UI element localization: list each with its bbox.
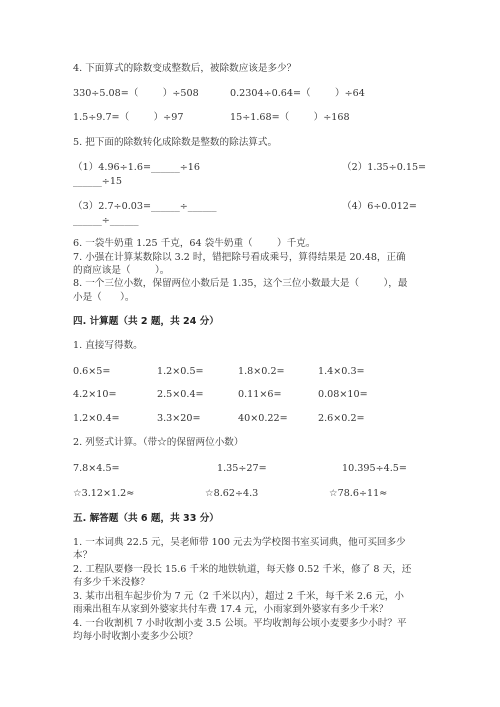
sec4-part-1-title: 1. 直接写得数。 — [73, 340, 143, 351]
calc-item: 1.2×0.4= — [73, 413, 120, 424]
vertical-calc-item: ☆78.6÷11≈ — [329, 488, 388, 499]
calc-item: 1.8×0.2= — [238, 366, 285, 377]
q7-line-1: 7. 小强在计算某数除以 3.2 时，错把除号看成乘号，算得结果是 20.48，正确 — [73, 252, 406, 263]
vertical-calc-item: ☆8.62÷4.3 — [205, 488, 259, 499]
problem-3-line-2: 雨乘出租车从家到外婆家共付车费 17.4 元，小雨家到外婆家有多少千米？ — [73, 604, 389, 615]
problem-2-line-1: 2. 工程队要修一段长 15.6 千米的地铁轨道，每天修 0.52 千米，修了 8 天，还 — [73, 564, 412, 575]
q5-item-2-cont: ______÷15 — [73, 176, 123, 187]
q4-item-1: 330÷5.08=（ ）÷508 — [73, 88, 199, 99]
calc-item: 2.5×0.4= — [157, 389, 204, 400]
vertical-calc-item: 7.8×4.5= — [73, 463, 120, 474]
q5-item-4-cont: ______÷______ — [73, 215, 139, 226]
q8-line-2: 小是（ ）。 — [73, 292, 135, 303]
calc-item: 1.4×0.3= — [318, 366, 365, 377]
calc-item: 40×0.22= — [238, 413, 288, 424]
q4-item-4: 15÷1.68=（ ）÷168 — [230, 112, 350, 123]
q6: 6. 一袋牛奶重 1.25 千克，64 袋牛奶重（ ）千克。 — [73, 238, 316, 249]
problem-2-line-2: 有多少千米没修？ — [73, 577, 150, 588]
calc-item: 0.6×5= — [73, 366, 111, 377]
problem-1-line-1: 1. 一本词典 22.5 元，吴老师带 100 元去为学校图书室买词典，他可买回多少 — [73, 537, 406, 548]
calc-item: 1.2×0.5= — [157, 366, 204, 377]
vertical-calc-item: 10.395÷4.5= — [342, 463, 407, 474]
sec4-part-2-title: 2. 列竖式计算。（带☆的保留两位小数） — [73, 437, 244, 448]
q5-item-3: （3）2.7÷0.03=______÷______ — [73, 201, 217, 212]
vertical-calc-item: ☆3.12×1.2≈ — [73, 488, 135, 499]
q4-item-2: 0.2304÷0.64=（ ）÷64 — [230, 88, 365, 99]
q5-item-2: （2）1.35÷0.15= — [342, 162, 427, 173]
q8-line-1: 8. 一个三位小数，保留两位小数后是 1.35，这个三位小数最大是（ ），最 — [73, 278, 408, 289]
calc-item: 2.6×0.2= — [318, 413, 365, 424]
problem-3-line-1: 3. 某市出租车起步价为 7 元（2 千米以内），超过 2 千米，每千米 2.6 元，小 — [73, 591, 404, 602]
q5-title: 5. 把下面的除数转化成除数是整数的除法算式。 — [73, 137, 278, 148]
problem-4-line-1: 4. 一台收割机 7 小时收割小麦 3.5 公顷。平均收割每公顷小麦要多少小时？平 — [73, 618, 407, 629]
q4-title: 4. 下面算式的除数变成整数后，被除数应该是多少？ — [73, 63, 297, 74]
vertical-calc-item: 1.35÷27= — [217, 463, 267, 474]
q5-item-4: （4）6÷0.012= — [342, 201, 417, 212]
problem-1-line-2: 本？ — [73, 550, 93, 561]
q7-line-2: 的商应该是（ ）。 — [73, 265, 170, 276]
calc-item: 0.08×10= — [318, 389, 368, 400]
calc-item: 3.3×20= — [157, 413, 201, 424]
problem-4-line-2: 均每小时收割小麦多少公顷？ — [73, 631, 198, 642]
calc-item: 0.11×6= — [238, 389, 282, 400]
calc-item: 4.2×10= — [73, 389, 117, 400]
q4-item-3: 1.5÷9.7=（ ）÷97 — [73, 112, 184, 123]
section-4-heading: 四. 计算题（共 2 题，共 24 分） — [73, 316, 219, 327]
q5-item-1: （1）4.96÷1.6=______÷16 — [73, 162, 201, 173]
section-5-heading: 五. 解答题（共 6 题，共 33 分） — [73, 513, 219, 524]
